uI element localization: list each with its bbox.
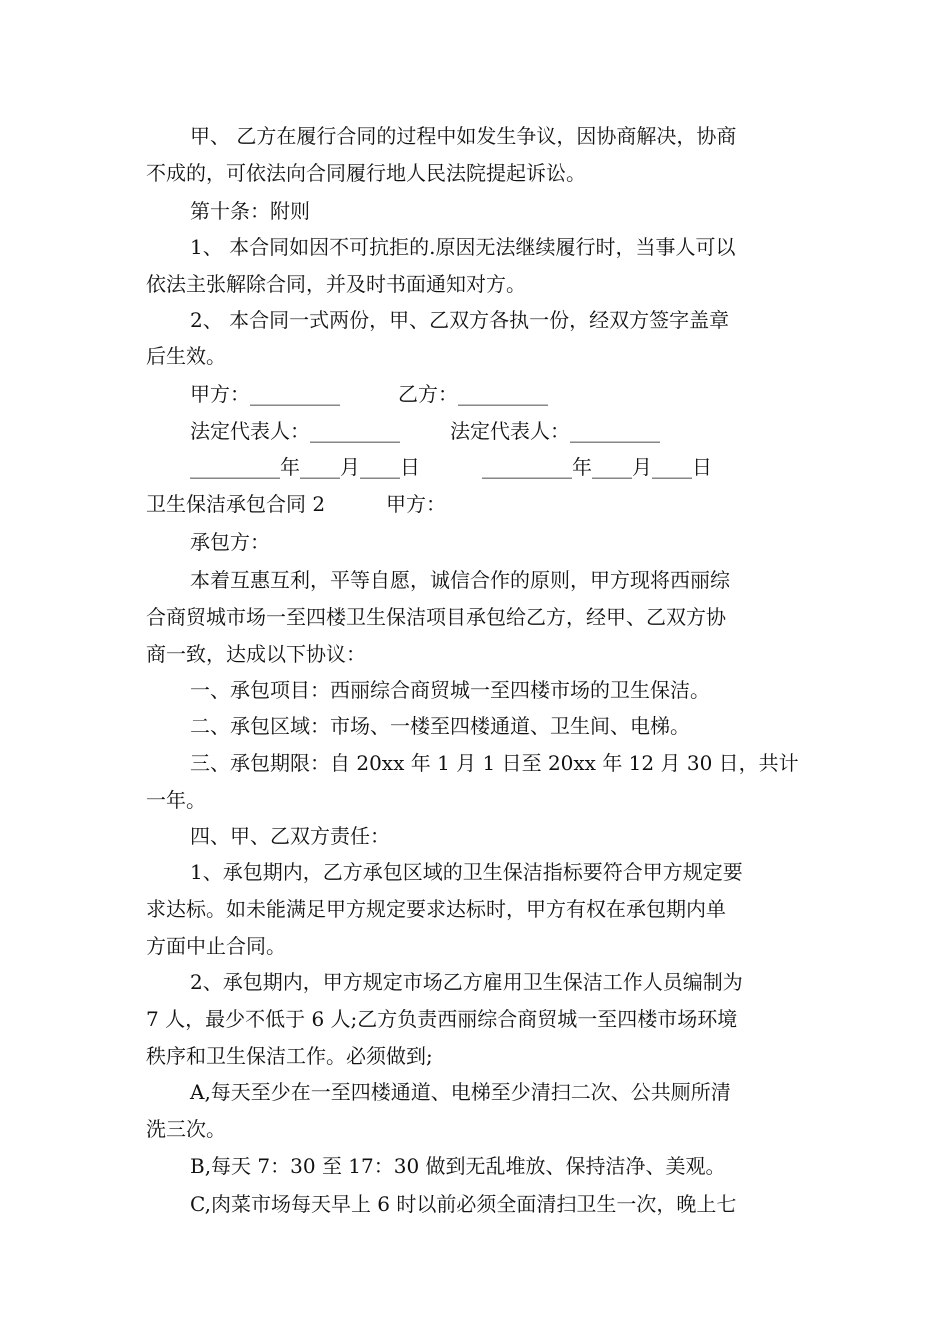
text-line: 2、承包期内，甲方规定市场乙方雇用卫生保洁工作人员编制为 xyxy=(190,970,743,994)
contract-party-a-label: 甲方： xyxy=(386,492,446,516)
party-b-date: _________年____月____日 xyxy=(482,455,712,479)
party-a-representative: 法定代表人：_________ xyxy=(190,419,400,443)
party-b-signature: 乙方：_________ xyxy=(398,382,548,406)
section-heading: 第十条：附则 xyxy=(190,199,310,223)
text-line: 甲、 乙方在履行合同的过程中如发生争议，因协商解决，协商 xyxy=(190,124,737,148)
party-a-date: _________年____月____日 xyxy=(190,455,420,479)
text-line: 三、承包期限：自 20xx 年 1 月 1 日至 20xx 年 12 月 30 日，共计 xyxy=(190,751,799,775)
text-line: 1、 本合同如因不可抗拒的.原因无法继续履行时，当事人可以 xyxy=(190,235,736,259)
text-line: 1、承包期内，乙方承包区域的卫生保洁指标要符合甲方规定要 xyxy=(190,860,743,884)
party-b-representative: 法定代表人：_________ xyxy=(450,419,660,443)
text-line: 一年。 xyxy=(146,788,206,812)
text-line: 四、甲、乙双方责任： xyxy=(190,824,390,848)
text-line: 洗三次。 xyxy=(146,1117,226,1141)
text-line: 承包方： xyxy=(190,530,270,554)
party-a-signature: 甲方：_________ xyxy=(190,382,340,406)
text-line: 合商贸城市场一至四楼卫生保洁项目承包给乙方，经甲、乙双方协 xyxy=(146,605,726,629)
text-line: 后生效。 xyxy=(146,344,226,368)
text-line: 7 人，最少不低于 6 人;乙方负责西丽综合商贸城一至四楼市场环境 xyxy=(146,1007,738,1031)
text-line: B,每天 7：30 至 17：30 做到无乱堆放、保持洁净、美观。 xyxy=(190,1154,726,1178)
text-line: 求达标。如未能满足甲方规定要求达标时，甲方有权在承包期内单 xyxy=(146,897,726,921)
text-line: 方面中止合同。 xyxy=(146,934,286,958)
text-line: A,每天至少在一至四楼通道、电梯至少清扫二次、公共厕所清 xyxy=(190,1080,731,1104)
text-line: 2、 本合同一式两份，甲、乙双方各执一份，经双方签字盖章 xyxy=(190,308,730,332)
text-line: 秩序和卫生保洁工作。必须做到; xyxy=(146,1044,433,1068)
text-line: C,肉菜市场每天早上 6 时以前必须全面清扫卫生一次，晚上七 xyxy=(190,1192,737,1216)
text-line: 不成的，可依法向合同履行地人民法院提起诉讼。 xyxy=(146,161,586,185)
text-line: 依法主张解除合同，并及时书面通知对方。 xyxy=(146,272,526,296)
contract-title: 卫生保洁承包合同 2 xyxy=(146,492,326,516)
text-line: 商一致，达成以下协议： xyxy=(146,642,366,666)
text-line: 本着互惠互利，平等自愿，诚信合作的原则，甲方现将西丽综 xyxy=(190,568,730,592)
text-line: 二、承包区域：市场、一楼至四楼通道、卫生间、电梯。 xyxy=(190,714,690,738)
text-line: 一、承包项目：西丽综合商贸城一至四楼市场的卫生保洁。 xyxy=(190,678,710,702)
